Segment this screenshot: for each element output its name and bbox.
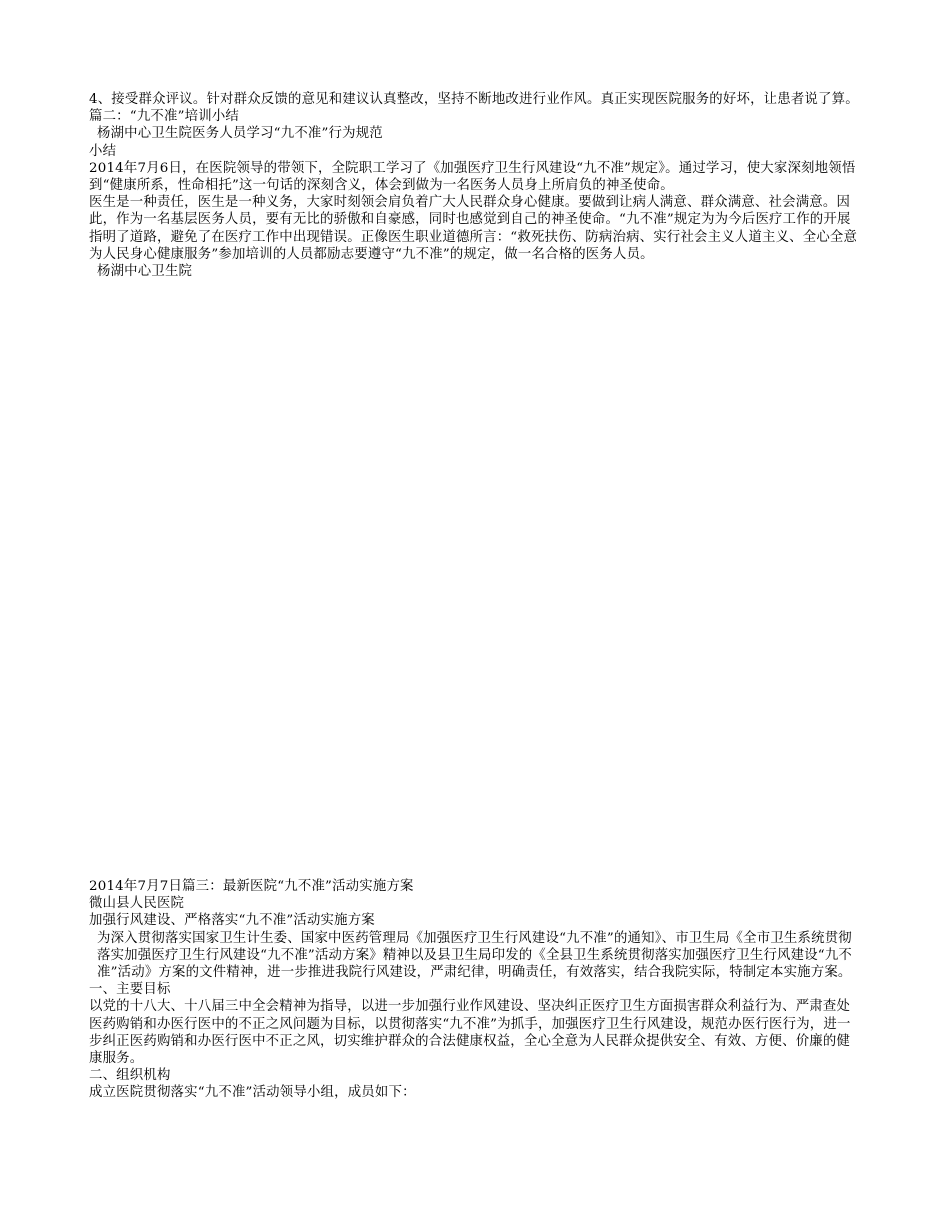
document-bottom-section: [89, 878, 861, 1102]
paragraph-main-goal: 以党的十八大、十八届三中全会精神为指导，以进一步加强行业作风建设、坚决纠正医疗卫生方面损害群众利益行为、严肃查处医药购销和办医行医中的不正之风问题为目标，以贯彻落实“九不准”为抓手，加强医疗卫生行风建设，规范办医行医行为，进一步纠正医药购销和办医行医中不正之风，切实维护群众的合法健康权益，全心全意为人民群众提供安全、有效、方便、价廉的健康服务。: [89, 999, 851, 1067]
paragraph-signature-hospital: 杨湖中心卫生院: [97, 264, 193, 280]
paragraph-doctor-responsibility: 医生是一种责任，医生是一种义务，大家时刻领会肩负着广大人民群众身心健康。要做到让病人满意、群众满意、社会满意。因此，作为一名基层医务人员，要有无比的骄傲和自豪感，同时也感觉到自己的神圣使命。“九不准”规定为为今后医疗工作的开展指明了道路，避免了在医疗工作中出现错误。正像医生职业道德所言：“救死扶伤、防病治病、实行社会主义人道主义、全心全意为人民身心健康服务”参加培训的人员都励志要遵守“九不准”的规定，做一名合格的医务人员。: [89, 195, 858, 262]
paragraph-hospital-name: 微山县人民医院: [89, 896, 185, 912]
section-heading-organization: 二、组织机构: [89, 1068, 171, 1084]
document-top-section: [89, 91, 861, 280]
paragraph-organization: 成立医院贯彻落实“九不准”活动领导小组，成员如下：: [89, 1085, 416, 1101]
paragraph-date-part-three: 2014年7月7日篇三：最新医院“九不准”活动实施方案: [89, 879, 414, 894]
paragraph-study-title: 杨湖中心卫生院医务人员学习“九不准”行为规范: [97, 126, 383, 142]
paragraph-plan-intro: 为深入贯彻落实国家卫生计生委、国家中医药管理局《加强医疗卫生行风建设“九不准”的通知》、市卫生局《全市卫生系统贯彻落实加强医疗卫生行风建设“九不准”活动方案》精神以及县卫生局印发的《全县卫生系统贯彻落实加强医疗卫生行风建设“九不准”活动》方案的文件精神，进一步推进我院行风建设，严肃纪律，明确责任，有效落实，结合我院实际，特制定本实施方案。: [97, 930, 853, 981]
paragraph-plan-title: 加强行风建设、严格落实“九不准”活动实施方案: [89, 913, 375, 929]
paragraph-summary-label: 小结: [89, 143, 117, 159]
paragraph-item-4-public-review: 4、接受群众评议。针对群众反馈的意见和建议认真整改，坚持不断地改进行业作风。真正实现医院服务的好坏，让患者说了算。篇二：“九不准”培训小结: [89, 92, 859, 125]
paragraph-study-date-intro: 2014年7月6日，在医院领导的带领下，全院职工学习了《加强医疗卫生行风建设“九不准”规定》。通过学习，使大家深刻地领悟到“健康所系，性命相托”这一句话的深刻含义，体会到做为一名医务人员身上所肩负的神圣使命。: [89, 160, 856, 194]
section-heading-main-goal: 一、主要目标: [89, 982, 171, 998]
